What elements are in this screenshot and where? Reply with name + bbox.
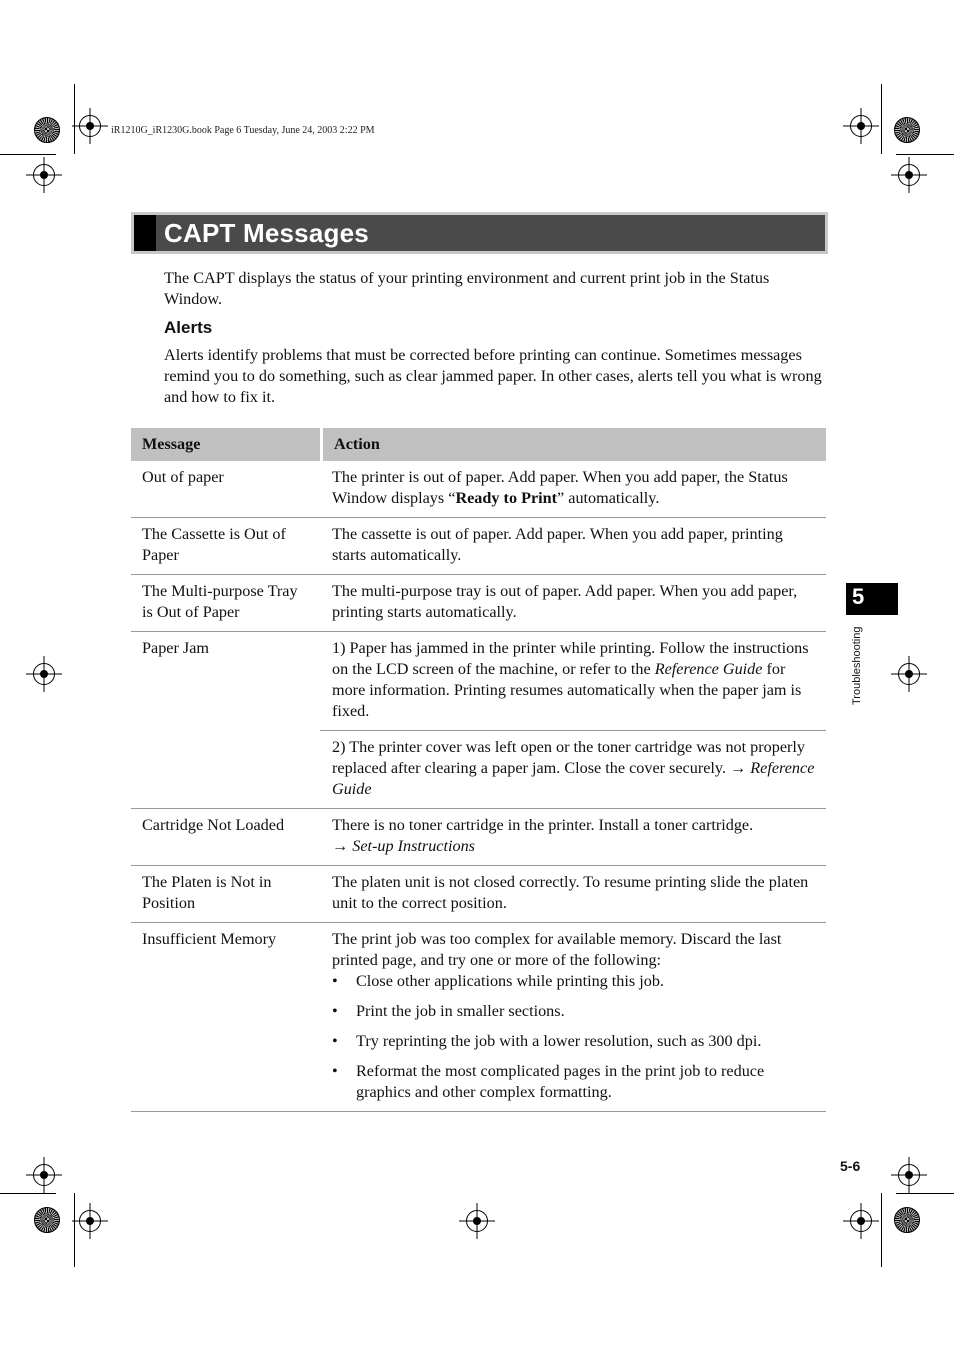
registration-mark-icon	[33, 663, 55, 685]
registration-mark-icon	[79, 1210, 101, 1232]
bullet-text: Try reprinting the job with a lower resolution, such as 300 dpi.	[356, 1032, 762, 1050]
registration-mark-icon	[898, 1164, 920, 1186]
page-number: 5-6	[840, 1158, 861, 1174]
table-row	[131, 866, 826, 923]
message-cell: The Cassette is Out of Paper	[142, 525, 286, 564]
starburst-mark-icon	[34, 117, 60, 143]
registration-mark-icon	[850, 1210, 872, 1232]
setup-instructions-link-text: Set-up Instructions	[352, 837, 475, 855]
reference-guide-link-text: Reference Guide	[654, 660, 763, 678]
action-text: The printer is out of paper. Add paper. When you add paper, the Status Window displays “	[332, 468, 788, 507]
message-cell: Out of paper	[142, 468, 224, 486]
table-row	[131, 809, 826, 866]
action-cell	[320, 632, 826, 808]
table-row	[131, 461, 826, 518]
bullet-text: Print the job in smaller sections.	[356, 1002, 565, 1020]
alerts-heading: Alerts	[164, 318, 213, 337]
bullet-icon: •	[332, 972, 338, 990]
table-row	[131, 923, 826, 1112]
bullet-icon: •	[332, 1032, 338, 1050]
bullet-icon: •	[332, 1062, 338, 1080]
bullet-text: Reformat the most complicated pages in the print job to reduce graphics and other complex formatting.	[356, 1062, 765, 1101]
action-text: The print job was too complex for available memory. Discard the last printed page, and try one or more of the following:	[332, 930, 782, 969]
message-cell: Paper Jam	[142, 639, 209, 657]
registration-mark-icon	[898, 164, 920, 186]
action-text: 1) Paper has jammed in the printer while printing. Follow the instructions on the LCD screen of the machine, or refer to the	[332, 639, 809, 678]
reference-guide-link-text: Reference Guide	[332, 759, 815, 798]
action-step-1	[320, 632, 826, 730]
book-header-meta: iR1210G_iR1230G.book Page 6 Tuesday, June 24, 2003 2:22 PM	[111, 125, 375, 136]
arrow-icon: →	[730, 759, 747, 777]
bullet-item	[332, 971, 818, 992]
message-cell: Insufficient Memory	[142, 930, 277, 948]
registration-mark-icon	[33, 164, 55, 186]
action-cell	[320, 809, 826, 865]
section-title-bar	[131, 212, 828, 254]
intro-paragraph: The CAPT displays the status of your printing environment and current print job in the Status Window.	[164, 269, 770, 308]
action-bold-text: Ready to Print	[455, 489, 558, 507]
action-text: The cassette is out of paper. Add paper. When you add paper, printing starts automatically.	[332, 525, 783, 564]
starburst-mark-icon	[894, 1207, 920, 1233]
chapter-tab	[846, 583, 898, 615]
action-text: for more information. Printing resumes automatically when the paper jam is fixed.	[332, 660, 802, 720]
message-cell: The Platen is Not in Position	[142, 873, 272, 912]
bullet-item	[332, 1061, 818, 1103]
action-cell	[320, 575, 826, 631]
table-row	[131, 518, 826, 575]
action-cell	[320, 461, 826, 517]
registration-mark-icon	[33, 1164, 55, 1186]
action-text: There is no toner cartridge in the printer. Install a toner cartridge.	[332, 816, 754, 834]
column-header-action: Action	[320, 428, 826, 461]
bullet-text: Close other applications while printing this job.	[356, 972, 664, 990]
bullet-item	[332, 1031, 818, 1052]
action-text: The platen unit is not closed correctly. To resume printing slide the platen unit to the correct position.	[332, 873, 809, 912]
table-row	[131, 632, 826, 809]
chapter-side-label: Troubleshooting	[851, 626, 863, 705]
registration-mark-icon	[466, 1210, 488, 1232]
registration-mark-icon	[850, 115, 872, 137]
message-cell: Cartridge Not Loaded	[142, 816, 285, 834]
action-text: 2) The printer cover was left open or the toner cartridge was not properly replaced after clearing a paper jam. Close the cover securely.	[332, 738, 806, 777]
table-header	[131, 428, 826, 461]
title-marker	[134, 215, 156, 251]
messages-table	[131, 428, 826, 1112]
table-row	[131, 575, 826, 632]
registration-mark-icon	[898, 663, 920, 685]
bullet-item	[332, 1001, 818, 1022]
bullet-icon: •	[332, 1002, 338, 1020]
page-title: CAPT Messages	[164, 218, 369, 248]
action-step-2	[320, 730, 826, 808]
action-text: ” automatically.	[557, 489, 660, 507]
action-cell	[320, 518, 826, 574]
starburst-mark-icon	[894, 117, 920, 143]
registration-mark-icon	[79, 115, 101, 137]
chapter-number: 5	[852, 584, 865, 609]
action-cell	[320, 923, 826, 1111]
column-header-message: Message	[142, 435, 201, 453]
action-text: The multi-purpose tray is out of paper. Add paper. When you add paper, printing starts automatically.	[332, 582, 798, 621]
arrow-icon: →	[332, 837, 349, 855]
action-cell	[320, 866, 826, 922]
alerts-paragraph: Alerts identify problems that must be corrected before printing can continue. Sometimes messages remind you to do something, such as clear jammed paper. In other cases, alerts tell you what is wrong and how to fix it.	[164, 346, 822, 406]
starburst-mark-icon	[34, 1207, 60, 1233]
message-cell: The Multi-purpose Tray is Out of Paper	[142, 582, 298, 621]
